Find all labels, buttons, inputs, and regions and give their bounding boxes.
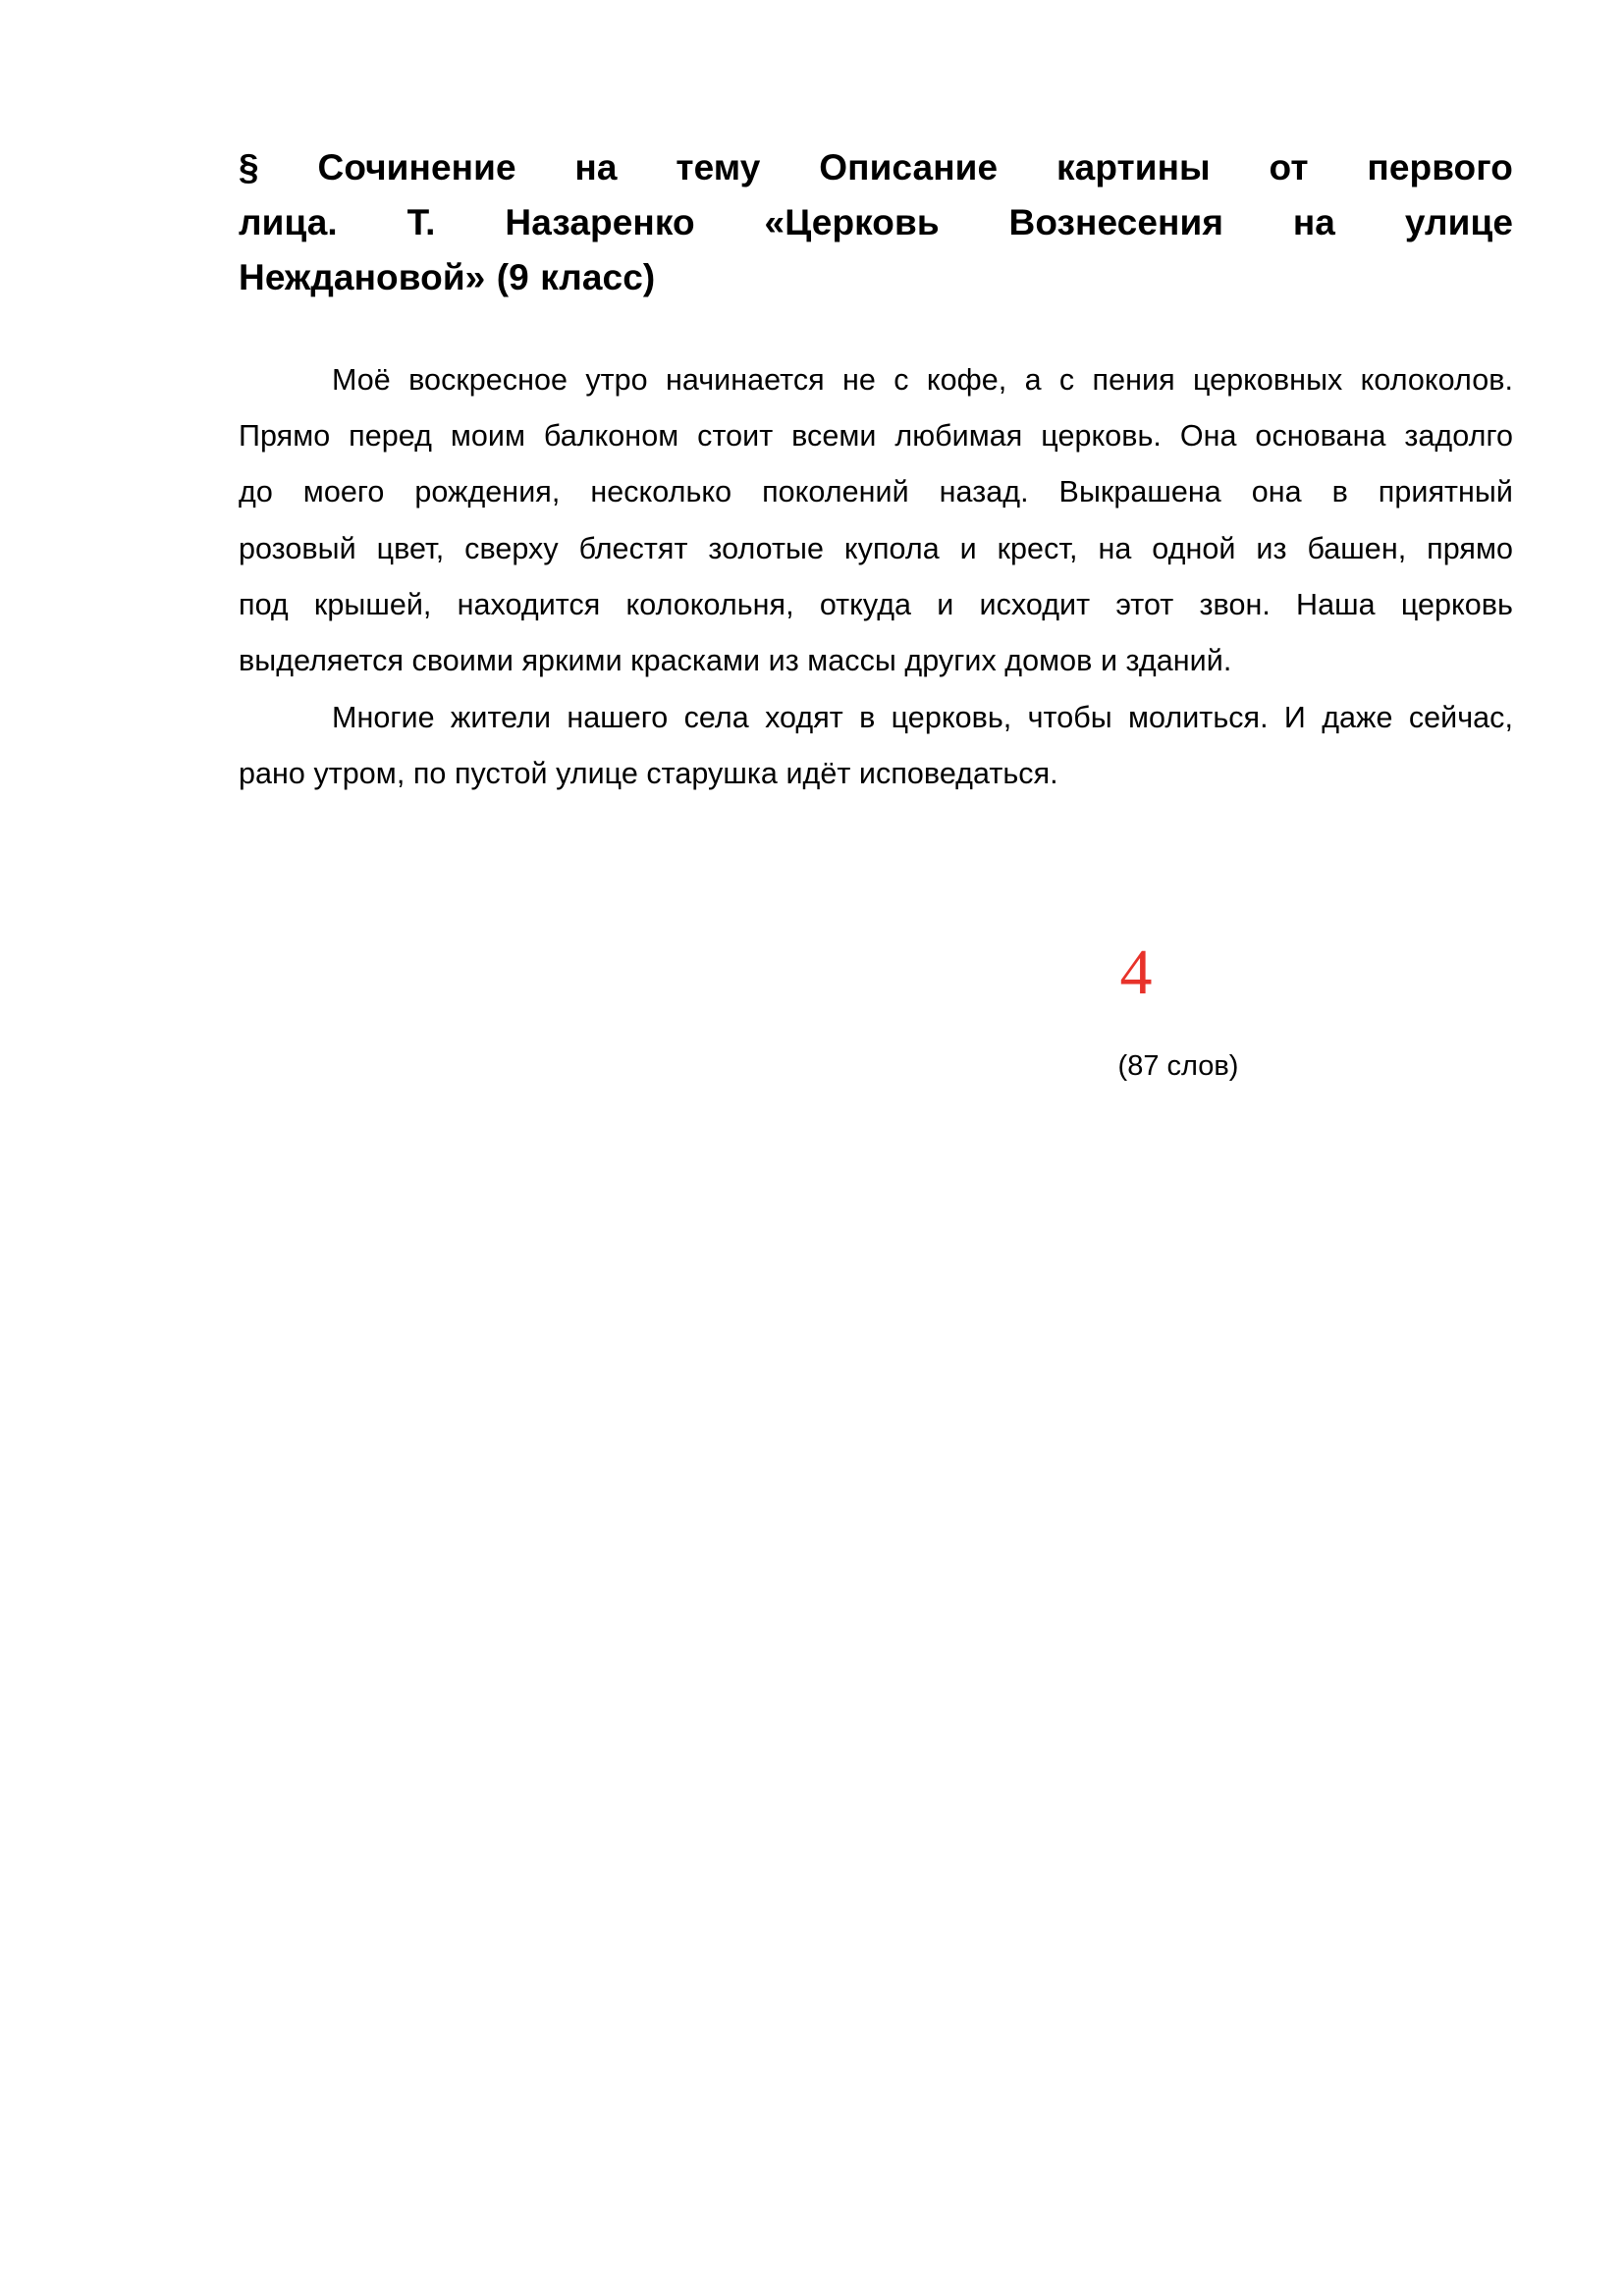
paragraph-1-line-4: розовый цвет, сверху блестят золотые купола и крест, на одной из башен, прямо: [239, 531, 1513, 565]
paragraph-1-line-1: Моё воскресное утро начинается не с кофе, а с пения церковных колоколов.: [332, 362, 1513, 397]
essay-body: [239, 352, 1513, 803]
paragraph-2: [239, 690, 1513, 803]
page-title: [239, 0, 1513, 306]
paragraph-2-line-1: Многие жители нашего села ходят в церковь, чтобы молиться. И даже сейчас,: [332, 700, 1513, 734]
paragraph-1: [239, 352, 1513, 690]
paragraph-2-line-2: рано утром, по пустой улице старушка идёт исповедаться.: [239, 757, 1058, 790]
paragraph-1-line-6: выделяется своими яркими красками из массы других домов и зданий.: [239, 644, 1232, 678]
document-content: [239, 0, 1513, 802]
page-title-line-1: § Сочинение на тему Описание картины от первого: [239, 147, 1513, 187]
paragraph-1-line-5: под крышей, находится колокольня, откуда и исходит этот звон. Наша церковь: [239, 588, 1513, 622]
page-title-line-3: Неждановой» (9 класс): [239, 257, 656, 298]
word-count-label: (87 слов): [1117, 1050, 1239, 1082]
page-title-line-2: лица. Т. Назаренко «Церковь Вознесения на улице: [239, 202, 1513, 243]
grade-mark: 4: [1119, 936, 1153, 1008]
paragraph-1-line-2: Прямо перед моим балконом стоит всеми любимая церковь. Она основана задолго: [239, 419, 1513, 454]
paragraph-1-line-3: до моего рождения, несколько поколений назад. Выкрашена она в приятный: [239, 475, 1513, 509]
